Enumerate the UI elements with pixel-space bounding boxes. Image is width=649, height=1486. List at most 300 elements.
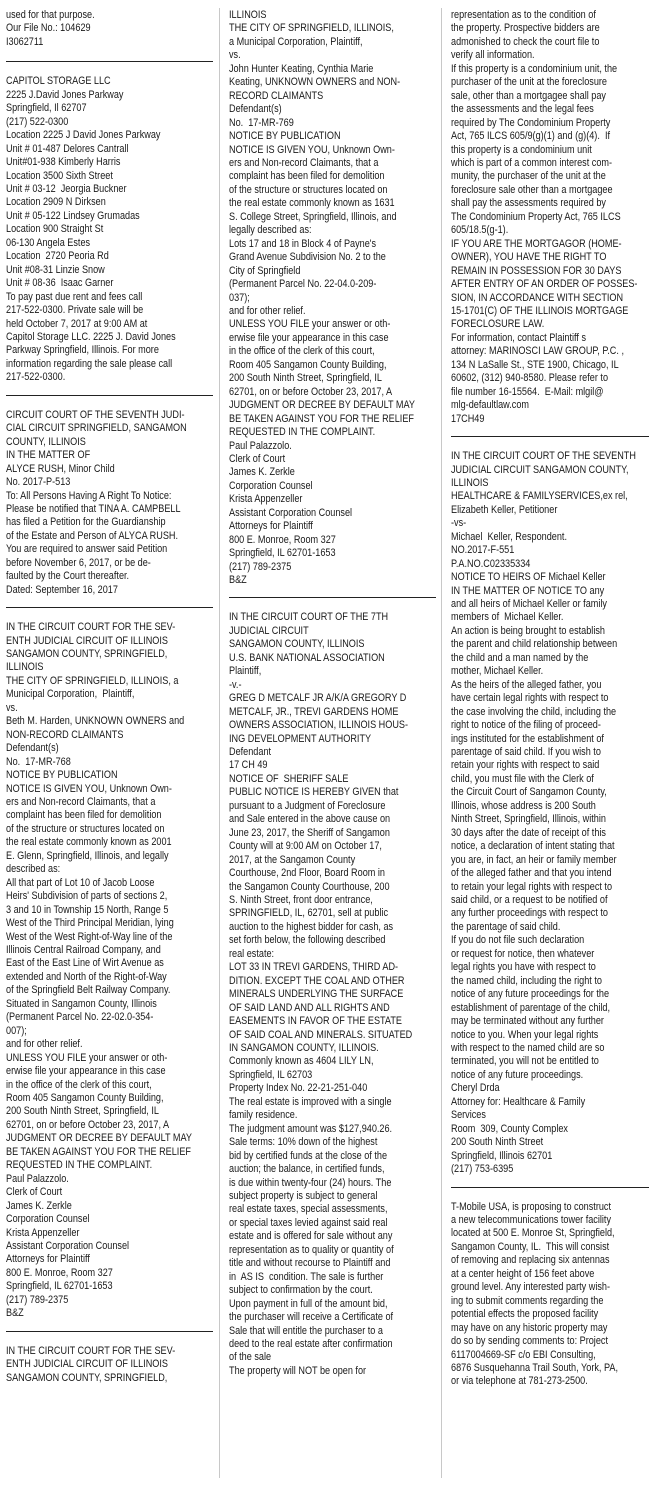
notice-text-line: RECORD CLAIMANTS — [229, 89, 324, 102]
notice-text-line: Sale that will entitle the purchaser to a — [229, 1324, 383, 1337]
notice-text-line: munity, the purchaser of the unit at the — [451, 170, 606, 183]
notice-text-line: subject property is subject to general — [229, 1189, 378, 1202]
notice-text-line: County will at 9:00 AM on October 17, — [229, 840, 382, 853]
notice-text-line: auction to the highest bidder for cash, as — [229, 920, 394, 933]
notice-text-line: vs. — [229, 49, 241, 62]
notice-text-line: CIAL CIRCUIT SPRINGFIELD, SANGAMON — [6, 422, 187, 435]
column-divider — [219, 8, 220, 1478]
notice-text-line: the real estate commonly known as 1631 — [229, 197, 395, 210]
notice-text-line: 62701, on or before October 23, 2017, A — [229, 385, 393, 398]
notice-text-line: and Sale entered in the above cause on — [229, 813, 391, 826]
notice-text-line: extended and North of the Right-of-Way — [6, 970, 167, 983]
notice-text-line: JUDICIAL CIRCUIT — [229, 624, 309, 637]
notice-text-line: No. 2017-P-513 — [6, 476, 71, 489]
notice-text-line: Springfield, IL 62701-1653 — [6, 1280, 113, 1293]
notice-text-line: 3 and 10 in Township 15 North, Range 5 — [6, 903, 169, 916]
notice-text-line: title and without recourse to Plaintiff and — [229, 1257, 391, 1270]
notice-sheriff-sale-4604-lily-ln — [229, 611, 435, 1378]
notice-text-line: family residence. — [229, 1109, 298, 1122]
notice-text-line: I3062711 — [6, 35, 44, 48]
notice-text-line: representation as to the condition of — [451, 9, 596, 21]
notice-text-line: Parkway Springfield, Illinois. For more — [6, 344, 159, 357]
notice-text-line: admonished to check the court file to — [451, 35, 600, 48]
notice-text-line: OWNER), YOU HAVE THE RIGHT TO — [451, 251, 607, 264]
notice-text-line: 200 South Ninth Street — [451, 1136, 544, 1149]
notice-text-line: Room 405 Sangamon County Building, — [229, 358, 387, 371]
column-divider — [441, 8, 442, 1478]
notice-text-line: have certain legal rights with respect to — [451, 692, 609, 705]
notice-text-line: members of Michael Keller. — [451, 611, 564, 624]
notice-text-line: REQUESTED IN THE COMPLAINT. — [229, 426, 376, 439]
notice-text-line: CIRCUIT COURT OF THE SEVENTH JUDI- — [6, 408, 185, 421]
notice-text-line: Lots 17 and 18 in Block 4 of Payne's — [229, 237, 377, 250]
column-3 — [451, 9, 649, 1389]
notice-text-line: Clerk of Court — [229, 452, 286, 465]
notice-text-line: Unit # 05-122 Lindsey Grumadas — [6, 209, 140, 222]
notice-text-line: Illinois, whose address is 200 South — [451, 799, 596, 812]
notice-text-line: establishment of parentage of the child, — [451, 1001, 611, 1014]
notice-text-line: An action is being brought to establish — [451, 624, 605, 637]
notice-text-line: Commonly known as 4604 LILY LN, — [229, 1055, 374, 1068]
notice-text-line: subject to confirmation by the court. — [229, 1284, 373, 1297]
notice-text-line: Unit # 03-12 Jeorgia Buckner — [6, 182, 127, 195]
notice-text-line: notice of any future proceedings for the — [451, 988, 610, 1001]
notice-text-line: 217-522-0300. — [6, 371, 66, 384]
notice-text-line: JUDICIAL CIRCUIT SANGAMON COUNTY, — [451, 463, 629, 476]
notice-text-line: OF SAID LAND AND ALL RIGHTS AND — [229, 1001, 390, 1014]
notice-capitol-storage-sale — [6, 75, 212, 384]
notice-text-line: Clerk of Court — [6, 1186, 63, 1199]
notice-text-line: NOTICE BY PUBLICATION — [229, 130, 341, 143]
notice-t-mobile-tower — [451, 1201, 649, 1389]
notice-separator — [229, 597, 436, 598]
notice-text-line: REQUESTED IN THE COMPLAINT. — [6, 1159, 153, 1172]
notice-text-line: Situated in Sangamon County, Illinois — [6, 997, 157, 1010]
notice-text-line: S. College Street, Springfield, Illinois, and — [229, 210, 397, 223]
notice-text-line: Location 3500 Sixth Street — [6, 169, 113, 182]
notice-text-line: notice, a declaration of intent stating that — [451, 840, 615, 853]
notice-text-line: a Municipal Corporation, Plaintiff, — [229, 35, 363, 48]
notice-text-line: 06-130 Angela Estes — [6, 236, 91, 249]
notice-text-line: before November 6, 2017, or be de- — [6, 556, 151, 569]
notice-text-line: Defendant(s) — [6, 742, 59, 755]
notice-text-line: Elizabeth Keller, Petitioner — [451, 503, 558, 516]
notice-text-line: If this property is a condominium unit, the — [451, 62, 618, 75]
notice-text-line: mlg-defaultlaw.com — [451, 399, 529, 412]
notice-text-line: Springfield, IL 62701-1653 — [229, 547, 336, 560]
notice-text-line: COUNTY, ILLINOIS — [6, 435, 86, 448]
notice-text-line: real estate: — [229, 947, 275, 960]
notice-text-line: parentage of said child. If you wish to — [451, 746, 601, 759]
notice-text-line: Location 900 Straight St — [6, 223, 104, 236]
notice-guardianship-alyce-rush — [6, 409, 212, 597]
notice-text-line: which is part of a common interest com- — [451, 156, 613, 169]
notice-text-line: AFTER ENTRY OF AN ORDER OF POSSES- — [451, 278, 638, 291]
notice-text-line: B&Z — [229, 574, 247, 587]
notice-text-line: Cheryl Drda — [451, 1082, 500, 1095]
notice-text-line: IN THE CIRCUIT COURT OF THE 7TH — [229, 611, 389, 624]
notice-text-line: T-Mobile USA, is proposing to construct — [451, 1200, 612, 1213]
notice-text-line: Krista Appenzeller — [6, 1226, 80, 1239]
notice-text-line: is due within twenty-four (24) hours. The — [229, 1176, 392, 1189]
notice-text-line: Grand Avenue Subdivision No. 2 to the — [229, 251, 386, 264]
notice-text-line: Assistant Corporation Counsel — [229, 506, 353, 519]
notice-text-line: file number 16-15564. E-Mail: mlgil@ — [451, 385, 604, 398]
notice-text-line: ers and Non-record Claimants, that a — [6, 796, 156, 809]
notice-text-line: of removing and replacing six antennas — [451, 1254, 610, 1267]
notice-text-line: 007); — [6, 1024, 27, 1037]
notice-text-line: Courthouse, 2nd Floor, Board Room in — [229, 867, 385, 880]
notice-text-line: James K. Zerkle — [229, 466, 295, 479]
notice-text-line: BE TAKEN AGAINST YOU FOR THE RELIEF — [229, 412, 414, 425]
notice-text-line: S. Ninth Street, front door entrance, — [229, 894, 373, 906]
notice-text-line: JUDGMENT OR DECREE BY DEFAULT MAY — [229, 399, 415, 412]
notice-text-line: this property is a condominium unit — [451, 143, 592, 156]
notice-text-line: may have on any historic property may — [451, 1321, 608, 1334]
notice-text-line: SION, IN ACCORDANCE WITH SECTION — [451, 291, 624, 304]
notice-text-line: 037); — [229, 291, 250, 304]
notice-text-line: complaint has been filed for demolition — [6, 809, 162, 822]
notice-text-line: Our File No.: 104629 — [6, 22, 91, 35]
notice-text-line: the child and a man named by the — [451, 651, 589, 664]
notice-text-line: ENTH JUDICIAL CIRCUIT OF ILLINOIS — [6, 1358, 169, 1371]
notice-text-line: 17 CH 49 — [229, 759, 268, 772]
notice-separator — [6, 1331, 213, 1332]
notice-text-line: 2225 J.David Jones Parkway — [6, 88, 124, 101]
notice-text-line: the parentage of said child. — [451, 920, 561, 933]
notice-text-line: -v.- — [229, 678, 242, 691]
notice-text-line: Plaintiff, — [229, 665, 262, 678]
notice-text-line: June 23, 2017, the Sheriff of Sangamon — [229, 826, 390, 839]
notice-text-line: and for other relief. — [6, 1038, 83, 1051]
notice-text-line: NON-RECORD CLAIMANTS — [6, 728, 124, 741]
notice-text-line: Unit#01-938 Kimberly Harris — [6, 156, 121, 169]
notice-text-line: shall pay the assessments required by — [451, 197, 606, 210]
notice-text-line: erwise file your appearance in this case — [6, 1065, 166, 1078]
notice-text-line: Unit #08-31 Linzie Snow — [6, 263, 105, 276]
notice-text-line: and for other relief. — [229, 304, 306, 317]
notice-text-line: Paul Palazzolo. — [229, 439, 292, 452]
notice-text-line: To pay past due rent and fees call — [6, 290, 143, 303]
notice-text-line: Sangamon County, IL. This will consist — [451, 1240, 610, 1253]
notice-text-line: of the Springfield Belt Railway Company. — [6, 984, 171, 997]
notice-text-line: John Hunter Keating, Cynthia Marie — [229, 62, 374, 75]
notice-text-line: ers and Non-record Claimants, that a — [229, 156, 379, 169]
notice-text-line: The Condominium Property Act, 765 ILCS — [451, 210, 621, 223]
notice-text-line: IF YOU ARE THE MORTGAGOR (HOME- — [451, 237, 622, 250]
notice-text-line: EASEMENTS IN FAVOR OF THE ESTATE — [229, 1015, 402, 1028]
notice-text-line: E. Glenn, Springfield, Illinois, and legally — [6, 849, 169, 862]
notice-text-line: Paul Palazzolo. — [6, 1172, 69, 1185]
notice-text-line: 6117004669-SF c/o EBI Consulting, — [451, 1348, 596, 1361]
notice-text-line: 800 E. Monroe, Room 327 — [229, 533, 336, 546]
notice-text-line: THE CITY OF SPRINGFIELD, ILLINOIS, a — [6, 674, 179, 687]
notice-text-line: 15-1701(C) OF THE ILLINOIS MORTGAGE — [451, 304, 629, 317]
notice-text-line: Upon payment in full of the amount bid, — [229, 1297, 388, 1310]
notice-text-line: or via telephone at 781-273-2500. — [451, 1375, 588, 1388]
notice-text-line: HEALTHCARE & FAMILYSERVICES,ex rel, — [451, 490, 628, 503]
notice-text-line: Unit # 08-36 Isaac Garner — [6, 277, 114, 290]
notice-text-line: Room 405 Sangamon County Building, — [6, 1091, 164, 1104]
notice-text-line: 800 E. Monroe, Room 327 — [6, 1266, 113, 1279]
notice-text-line: the purchaser will receive a Certificate of — [229, 1311, 394, 1324]
notice-text-line: attorney: MARINOSCI LAW GROUP, P.C. , — [451, 345, 624, 358]
notice-text-line: U.S. BANK NATIONAL ASSOCIATION — [229, 651, 385, 664]
notice-text-line: in the office of the clerk of this court, — [229, 345, 375, 358]
notice-text-line: Heirs' Subdivision of parts of sections 2, — [6, 890, 168, 903]
notice-text-line: has filed a Petition for the Guardianship — [6, 516, 166, 529]
notice-text-line: right to notice of the filing of proceed- — [451, 719, 601, 732]
notice-text-line: Corporation Counsel — [6, 1213, 90, 1226]
notice-text-line: 60602, (312) 940-8580. Please refer to — [451, 372, 609, 385]
notice-text-line: (217) 522-0300 — [6, 115, 69, 128]
notice-text-line: Services — [451, 1109, 486, 1122]
notice-text-line: Attorneys for Plaintiff — [229, 520, 313, 533]
notice-text-line: potential effects the proposed facility — [451, 1308, 599, 1321]
notice-text-line: 200 South Ninth Street, Springfield, IL — [6, 1105, 159, 1118]
notice-text-line: (217) 789-2375 — [6, 1293, 69, 1306]
notice-sheriff-sale-continued — [451, 9, 649, 426]
notice-text-line: Sale terms: 10% down of the highest — [229, 1136, 378, 1149]
notice-text-line: NOTICE BY PUBLICATION — [6, 769, 118, 782]
notice-text-line: (217) 753-6395 — [451, 1163, 514, 1176]
notice-file-number-tail — [6, 9, 212, 49]
notice-text-line: required by The Condominium Property — [451, 116, 611, 129]
notice-text-line: of the alleged father and that you intend — [451, 867, 612, 880]
notice-text-line: JUDGMENT OR DECREE BY DEFAULT MAY — [6, 1132, 192, 1145]
notice-text-line: 2017, at the Sangamon County — [229, 853, 356, 866]
notice-text-line: ING DEVELOPMENT AUTHORITY — [229, 732, 372, 745]
notice-text-line: representation as to quality or quantity of — [229, 1243, 394, 1256]
notice-text-line: DITION. EXCEPT THE COAL AND OTHER — [229, 974, 405, 987]
notice-text-line: 6876 Susquehanna Trail South, York, PA, — [451, 1361, 618, 1374]
notice-text-line: (Permanent Parcel No. 22-02.0-354- — [6, 1011, 154, 1024]
notice-text-line: OF SAID COAL AND MINERALS. SITUATED — [229, 1028, 413, 1041]
notice-text-line: If you do not file such declaration — [451, 934, 585, 947]
notice-text-line: THE CITY OF SPRINGFIELD, ILLINOIS, — [229, 22, 394, 35]
notice-text-line: ings instituted for the establishment of — [451, 732, 604, 745]
notice-separator — [451, 1187, 649, 1188]
notice-text-line: Keating, UNKNOWN OWNERS and NON- — [229, 76, 401, 89]
notice-text-line: Michael Keller, Respondent. — [451, 530, 567, 543]
notice-text-line: auction; the balance, in certified funds, — [229, 1163, 385, 1176]
notice-text-line: (217) 789-2375 — [229, 560, 292, 573]
notice-text-line: located at 500 E. Monroe St, Springfield, — [451, 1227, 615, 1240]
notice-text-line: Springfield, IL 62703 — [229, 1068, 313, 1081]
notice-text-line: said child, or a request to be notified of — [451, 894, 608, 906]
notice-text-line: 17CH49 — [451, 412, 485, 425]
notice-text-line: Location 2720 Peoria Rd — [6, 250, 109, 263]
notice-text-line: FORECLOSURE LAW. — [451, 318, 545, 331]
notice-separator — [6, 61, 213, 62]
notice-text-line: ILLINOIS — [6, 661, 44, 674]
notice-text-line: estate and is offered for sale without any — [229, 1230, 393, 1243]
notice-text-line: do so by sending comments to: Project — [451, 1335, 608, 1348]
notice-text-line: West of the Third Principal Meridian, lying — [6, 917, 174, 930]
notice-text-line: 217-522-0300. Private sale will be — [6, 304, 144, 317]
notice-text-line: complaint has been filed for demolition — [229, 170, 385, 183]
notice-text-line: of the structure or structures located on — [6, 822, 165, 835]
notice-text-line: Ninth Street, Springfield, Illinois, within — [451, 813, 606, 826]
notice-text-line: UNLESS YOU FILE your answer or oth- — [229, 318, 391, 331]
notice-separator — [6, 607, 213, 608]
notice-text-line: notice of any future proceedings. — [451, 1068, 584, 1081]
notice-text-line: bid by certified funds at the close of the — [229, 1149, 388, 1162]
notice-text-line: SANGAMON COUNTY, ILLINOIS — [229, 638, 365, 651]
notice-text-line: West of the West Right-of-Way line of the — [6, 930, 173, 943]
notice-text-line: vs. — [6, 701, 18, 714]
notice-text-line: mother, Michael Keller. — [451, 665, 544, 678]
notice-text-line: held October 7, 2017 at 9:00 AM at — [6, 317, 148, 330]
notice-text-line: faulted by the Court thereafter. — [6, 570, 130, 583]
notice-text-line: legally described as: — [229, 224, 312, 237]
notice-text-line: NO.2017-F-551 — [451, 544, 515, 557]
notice-text-line: Room 309, County Complex — [451, 1122, 568, 1135]
notice-text-line: Municipal Corporation, Plaintiff, — [6, 688, 135, 701]
notice-text-line: a new telecommunications tower facility — [451, 1213, 612, 1226]
notice-text-line: sale, other than a mortgagee shall pay — [451, 89, 606, 102]
notice-text-line: Property Index No. 22-21-251-040 — [229, 1082, 368, 1095]
notice-text-line: the Sangamon County Courthouse, 200 — [229, 880, 390, 893]
notice-text-line: Defendant — [229, 746, 272, 759]
notice-text-line: METCALF, JR., TREVI GARDENS HOME — [229, 705, 399, 718]
notice-text-line: GREG D METCALF JR A/K/A GREGORY D — [229, 692, 407, 705]
notice-text-line: terminated, you will not be entitled to — [451, 1055, 599, 1068]
notice-text-line: IN SANGAMON COUNTY, ILLINOIS. — [229, 1041, 379, 1054]
notice-text-line: the Circuit Court of Sangamon County, — [451, 786, 607, 799]
notice-text-line: Please be notified that TINA A. CAMPBELL — [6, 502, 181, 515]
notice-text-line: ing to submit comments regarding the — [451, 1294, 604, 1307]
notice-text-line: Assistant Corporation Counsel — [6, 1239, 130, 1252]
notice-text-line: To: All Persons Having A Right To Notice: — [6, 489, 172, 502]
notice-text-line: with respect to the named child are so — [451, 1041, 605, 1054]
notice-demolition-start — [6, 1345, 212, 1385]
notice-text-line: James K. Zerkle — [6, 1199, 72, 1212]
notice-text-line: or request for notice, then whatever — [451, 947, 595, 960]
notice-text-line: OWNERS ASSOCIATION, ILLINOIS HOUS- — [229, 719, 409, 732]
notice-text-line: you are, in fact, an heir or family member — [451, 853, 617, 866]
notice-text-line: or special taxes levied against said real — [229, 1216, 388, 1229]
notice-demolition-1631-s-college — [229, 9, 435, 587]
notice-text-line: IN THE MATTER OF NOTICE TO any — [451, 584, 605, 597]
notice-text-line: All that part of Lot 10 of Jacob Loose — [6, 876, 155, 889]
notice-text-line: ILLINOIS — [229, 9, 267, 21]
notice-text-line: may be terminated without any further — [451, 1015, 604, 1028]
notice-text-line: East of the East Line of Wirt Avenue as — [6, 957, 164, 970]
notice-text-line: the named child, including the right to — [451, 974, 602, 987]
notice-text-line: Act, 765 ILCS 605/9(g)(1) and (g)(4). If — [451, 130, 611, 143]
notice-text-line: in the office of the clerk of this court, — [6, 1078, 152, 1091]
notice-text-line: of the Estate and Person of ALYCA RUSH. — [6, 529, 179, 542]
notice-text-line: in AS IS condition. The sale is further — [229, 1270, 384, 1283]
notice-text-line: Dated: September 16, 2017 — [6, 583, 118, 596]
notice-text-line: SANGAMON COUNTY, SPRINGFIELD, — [6, 1371, 168, 1384]
notice-text-line: CAPITOL STORAGE LLC — [6, 75, 111, 88]
notice-text-line: the assessments and the legal fees — [451, 103, 594, 116]
notice-text-line: real estate taxes, special assessments, — [229, 1203, 388, 1216]
notice-text-line: 200 South Ninth Street, Springfield, IL — [229, 372, 382, 385]
notice-text-line: You are required to answer said Petition — [6, 543, 168, 556]
notice-text-line: Location 2225 J David Jones Parkway — [6, 129, 161, 142]
notice-text-line: the property. Prospective bidders are — [451, 22, 600, 35]
notice-text-line: described as: — [6, 863, 61, 876]
notice-text-line: set forth below, the following described — [229, 934, 386, 947]
notice-text-line: Location 2909 N Dirksen — [6, 196, 106, 209]
notice-text-line: The judgment amount was $127,940.26. — [229, 1122, 393, 1135]
notice-text-line: Springfield, Illinois 62701 — [451, 1149, 553, 1162]
notice-separator — [6, 395, 213, 396]
notice-text-line: Capitol Storage LLC. 2225 J. David Jones — [6, 330, 176, 343]
notice-text-line: IN THE MATTER OF — [6, 449, 91, 462]
notice-text-line: Defendant(s) — [229, 103, 282, 116]
notice-text-line: 605/18.5(g-1). — [451, 224, 509, 237]
notice-text-line: Krista Appenzeller — [229, 493, 303, 506]
notice-text-line: Attorney for: Healthcare & Family — [451, 1095, 586, 1108]
notice-text-line: used for that purpose. — [6, 9, 95, 21]
notice-text-line: ground level. Any interested party wish- — [451, 1281, 611, 1294]
notice-text-line: MINERALS UNDERLYING THE SURFACE — [229, 988, 404, 1001]
notice-text-line: City of Springfield — [229, 264, 301, 277]
notice-text-line: IN THE CIRCUIT COURT OF THE SEVENTH — [451, 450, 636, 463]
notice-text-line: to retain your legal rights with respect to — [451, 880, 613, 893]
notice-text-line: No. 17-MR-769 — [229, 116, 294, 129]
notice-text-line: SANGAMON COUNTY, SPRINGFIELD, — [6, 648, 168, 661]
notice-text-line: 30 days after the date of receipt of this — [451, 826, 606, 839]
notice-text-line: ILLINOIS — [451, 476, 489, 489]
notice-text-line: verify all information. — [451, 49, 535, 62]
notice-text-line: information regarding the sale please call — [6, 357, 173, 370]
notice-heirs-of-michael-keller — [451, 450, 649, 1176]
notice-text-line: 62701, on or before October 23, 2017, A — [6, 1118, 170, 1131]
notice-text-line: Unit # 01-487 Delores Cantrall — [6, 142, 129, 155]
notice-text-line: Beth M. Harden, UNKNOWN OWNERS and — [6, 715, 185, 728]
notice-text-line: of the sale — [229, 1351, 272, 1364]
notice-text-line: NOTICE TO HEIRS OF Michael Keller — [451, 571, 606, 584]
notice-text-line: The property will NOT be open for — [229, 1364, 367, 1377]
notice-text-line: the case involving the child, including the — [451, 705, 617, 718]
notice-text-line: Corporation Counsel — [229, 479, 313, 492]
notice-text-line: As the heirs of the alleged father, you — [451, 678, 602, 691]
notice-demolition-2001-e-glenn — [6, 621, 212, 1321]
notice-text-line: Springfield, Il 62707 — [6, 102, 87, 115]
notice-separator — [451, 436, 649, 437]
notice-text-line: child, you must file with the Clerk of — [451, 772, 594, 785]
notice-text-line: Attorneys for Plaintiff — [6, 1253, 90, 1266]
notice-text-line: The real estate is improved with a single — [229, 1095, 392, 1108]
notice-text-line: No. 17-MR-768 — [6, 755, 71, 768]
notice-text-line: LOT 33 IN TREVI GARDENS, THIRD AD- — [229, 961, 399, 974]
notice-text-line: any further proceedings with respect to — [451, 907, 608, 920]
notice-text-line: legal rights you have with respect to — [451, 961, 596, 974]
column-2 — [229, 9, 436, 1378]
notice-text-line: NOTICE IS GIVEN YOU, Unknown Own- — [6, 782, 172, 795]
notice-text-line: (Permanent Parcel No. 22-04.0-209- — [229, 278, 377, 291]
notice-text-line: IN THE CIRCUIT COURT FOR THE SEV- — [6, 1344, 176, 1357]
notice-text-line: NOTICE OF SHERIFF SALE — [229, 772, 349, 785]
notice-text-line: the real estate commonly known as 2001 — [6, 836, 172, 849]
notice-text-line: deed to the real estate after confirmation — [229, 1337, 393, 1350]
notice-text-line: erwise file your appearance in this case — [229, 331, 389, 344]
notice-text-line: at a center height of 156 feet above — [451, 1267, 595, 1280]
notice-text-line: foreclosure sale other than a mortgagee — [451, 183, 613, 196]
notice-text-line: purchaser of the unit at the foreclosure — [451, 76, 607, 89]
notice-text-line: pursuant to a Judgment of Foreclosure — [229, 799, 386, 812]
notice-text-line: P.A.NO.C02335334 — [451, 557, 531, 570]
notice-text-line: For information, contact Plaintiff s — [451, 331, 587, 344]
notice-text-line: -vs- — [451, 517, 467, 530]
notice-text-line: retain your rights with respect to said — [451, 759, 600, 772]
notice-text-line: BE TAKEN AGAINST YOU FOR THE RELIEF — [6, 1145, 191, 1158]
